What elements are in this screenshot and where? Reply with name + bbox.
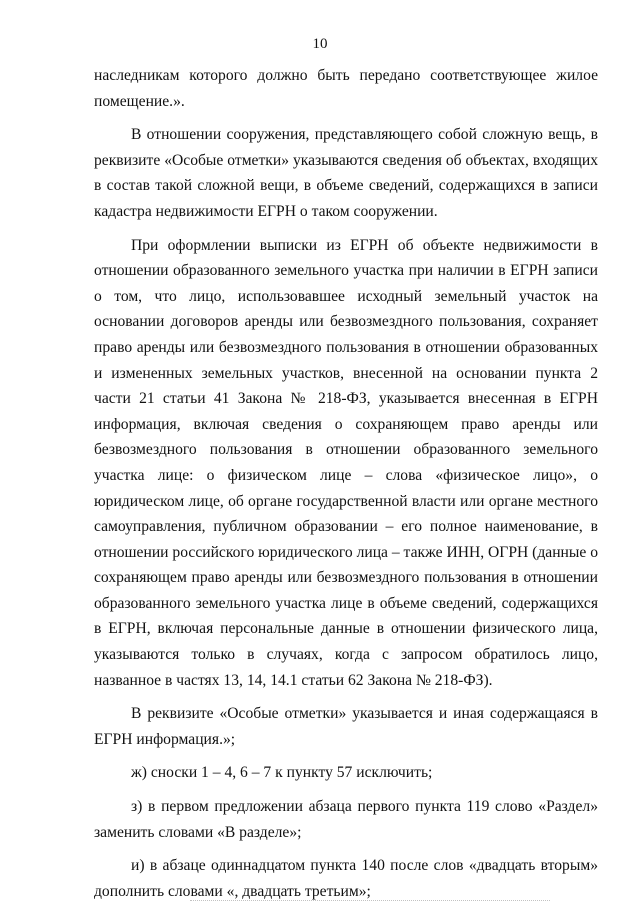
page-number: 10 [312, 36, 328, 52]
paragraph-land-plot-extract: При оформлении выписки из ЕГРН об объекте недвижимости в отношении образованного земельного участка при наличии в ЕГРН записи о том, что лицо, использовавшее исходный земельный участок на основании договоров аренды или безвозмездного пользования, сохраняет право аренды или безвозмездного пользования в отношении образованных и измененных земельных участков, внесенной на основании пункта 2 части 21 статьи 41 Закона № 218-ФЗ, указывается внесенная в ЕГРН информация, включая сведения о сохраняющем право аренды или безвозмездного пользования в отношении образованного земельного участка лице: о физическом лице – слова «физическое лицо», о юридическом лице, об органе государственной власти или органе местного самоуправления, публичном образовании – его полное наименование, в отношении российского юридического лица – также ИНН, ОГРН (данные о сохраняющем право аренды или безвозмездного пользования в отношении образованного земельного участка лице в объеме сведений, содержащихся в ЕГРН, включая персональные данные в отношении физического лица, указываются только в случаях, когда с запросом обратилось лицо, названное в частях 13, 14, 14.1 статьи 62 Закона № 218-ФЗ). [94, 236, 598, 689]
paragraph-other-information: В реквизите «Особые отметки» указывается и иная содержащаяся в ЕГРН информация.»; [94, 705, 598, 748]
document-body [94, 63, 598, 904]
amendment-item-z: з) в первом предложении абзаца первого пункта 119 слово «Раздел» заменить словами «В разделе»; [94, 798, 598, 841]
paragraph-continuation: наследникам которого должно быть передано соответствующее жилое помещение.». [94, 67, 598, 110]
scan-artifact-line [190, 900, 550, 902]
amendment-item-i: и) в абзаце одиннадцатом пункта 140 после слов «двадцать вторым» дополнить словами «, двадцать третьим»; [94, 857, 598, 900]
paragraph-structure-special-notes: В отношении сооружения, представляющего собой сложную вещь, в реквизите «Особые отметки» указываются сведения об объектах, входящих в состав такой сложной вещи, в объеме сведений, содержащихся в записи кадастра недвижимости ЕГРН о таком сооружении. [94, 126, 598, 220]
amendment-item-zh: ж) сноски 1 – 4, 6 – 7 к пункту 57 исключить; [131, 764, 433, 782]
